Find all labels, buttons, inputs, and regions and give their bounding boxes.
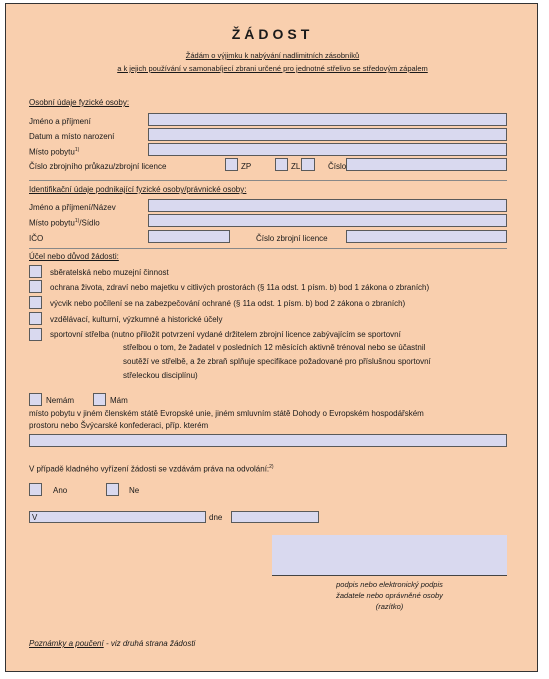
appeal-question: V případě kladného vyřízení žádosti se vzdávám práva na odvolání:$^{2)}$: [29, 464, 274, 474]
date-field[interactable]: [231, 511, 319, 523]
signature-caption-line2: žadatele nebo oprávněné osoby: [336, 591, 443, 600]
purpose-option-sport-line3: soutěží ve střelbě, a že zbraň splňuje specifikace požadované pro příslušnou sportovní: [123, 357, 431, 366]
purpose-checkbox-training[interactable]: [29, 296, 42, 309]
card-number-field[interactable]: [346, 158, 507, 171]
zp-checkbox[interactable]: [225, 158, 238, 171]
appeal-yes-checkbox[interactable]: [29, 483, 42, 496]
appeal-no-label: Ne: [129, 486, 140, 495]
zl-checkbox[interactable]: [275, 158, 288, 171]
zl-number-field[interactable]: [301, 158, 315, 171]
purpose-option-training: výcvik nebo počílení se na zabezpečování ochrané (§ 11a odst. 1 písm. b) bod 2 zákona o zbraních): [50, 299, 406, 308]
company-name-label: Jméno a příjmení/Název: [29, 203, 116, 212]
residence-label: Místo pobytu$^{1)}$: [29, 147, 80, 157]
appeal-yes-label: Ano: [53, 486, 68, 495]
separator: [29, 180, 507, 181]
ico-label: IČO: [29, 234, 44, 243]
name-field[interactable]: [148, 113, 507, 126]
personal-data-heading: Osobní údaje fyzické osoby:: [29, 98, 130, 107]
license-label: Číslo zbrojní licence: [256, 234, 328, 243]
footer-note: Poznámky a poučení - viz druhá strana žádosti: [29, 639, 196, 648]
residence-abroad-no-label: Nemám: [46, 396, 75, 405]
purpose-option-sport-line2: střelbou o tom, že žadatel v posledních 12 měsících aktivně trénoval nebo se účastnil: [123, 343, 426, 352]
purpose-checkbox-education[interactable]: [29, 312, 42, 325]
purpose-checkbox-protection[interactable]: [29, 280, 42, 293]
purpose-option-education: vzdělávací, kulturní, výzkumné a historické účely: [50, 315, 223, 324]
place-prefix: V: [32, 513, 38, 522]
residence-abroad-yes-checkbox[interactable]: [93, 393, 106, 406]
birth-field[interactable]: [148, 128, 507, 141]
form-subtitle-line2: a k jejich používání v samonabíjecí zbrani určené pro jednotné střelivo se středovým zápalem: [117, 64, 428, 73]
residence-abroad-yes-label: Mám: [110, 396, 128, 405]
name-label: Jméno a příjmení: [29, 117, 91, 126]
signature-line: [272, 575, 507, 576]
date-label: dne: [209, 513, 223, 522]
appeal-no-checkbox[interactable]: [106, 483, 119, 496]
signature-caption-line3: (razítko): [375, 602, 404, 611]
ico-field[interactable]: [148, 230, 230, 243]
purpose-option-sport-line4: střeleckou disciplínu): [123, 371, 198, 380]
card-label: Číslo zbrojního průkazu/zbrojní licence: [29, 162, 167, 171]
license-field[interactable]: [346, 230, 507, 243]
separator: [29, 248, 507, 249]
zp-label: ZP: [241, 162, 252, 171]
company-name-field[interactable]: [148, 199, 507, 212]
residence-abroad-no-checkbox[interactable]: [29, 393, 42, 406]
zl-label: ZL: [291, 162, 301, 171]
signature-caption-line1: podpis nebo elektronický podpis: [336, 580, 443, 589]
signature-field[interactable]: [272, 535, 507, 575]
form-subtitle-line1: Žádám o výjimku k nabývání nadlimitních zásobníků: [185, 51, 360, 60]
number-label: Číslo: [328, 162, 347, 171]
place-field[interactable]: [29, 511, 206, 523]
seat-field[interactable]: [148, 214, 507, 227]
purpose-checkbox-collecting[interactable]: [29, 265, 42, 278]
residence-abroad-text-line1: místo pobytu v jiném členském státě Evropské unie, jiném smluvním státě Dohody o Evropském hospodářském: [29, 409, 424, 418]
company-data-heading: Identifikační údaje podnikající fyzické osoby/právnické osoby:: [29, 185, 247, 194]
purpose-option-collecting: sběratelská nebo muzejní činnost: [50, 268, 169, 277]
residence-abroad-text-line2: prostoru nebo Švýcarské konfederaci, příp. kterém: [29, 421, 209, 430]
purpose-heading: Účel nebo důvod žádosti:: [29, 252, 119, 261]
purpose-checkbox-sport[interactable]: [29, 328, 42, 341]
residence-abroad-field[interactable]: [29, 434, 507, 447]
form-page: [5, 3, 538, 672]
birth-label: Datum a místo narození: [29, 132, 115, 141]
purpose-option-protection: ochrana života, zdraví nebo majetku v citlivých prostorách (§ 11a odst. 1 písm. b) bod 1 zákona o zbraních): [50, 283, 430, 292]
form-title: ŽÁDOST: [231, 26, 314, 42]
residence-field[interactable]: [148, 143, 507, 156]
purpose-option-sport-line1: sportovní střelba (nutno přiložit potvrzení vydané držitelem zbrojní licence zabývajícím se sportovní: [50, 330, 401, 339]
seat-label: Místo pobytu$^{1)}$/Sídlo: [29, 218, 100, 228]
